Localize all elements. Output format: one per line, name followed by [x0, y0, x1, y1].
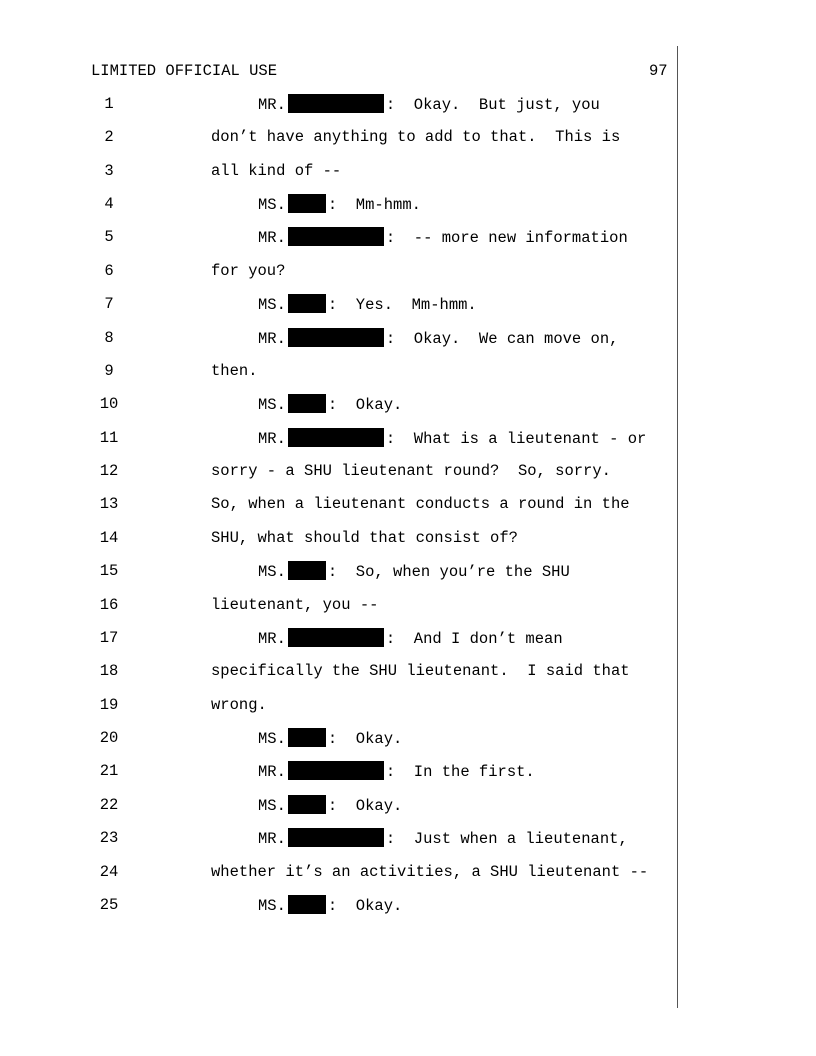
- redaction-box: [288, 194, 326, 213]
- page-number: 97: [649, 62, 668, 80]
- speaker-turn: [258, 828, 628, 849]
- line-number: 16: [99, 596, 119, 614]
- continuation-text: for you?: [211, 262, 286, 280]
- spoken-text: : What is a lieutenant - or: [385, 430, 647, 448]
- line-number: 7: [104, 295, 114, 313]
- spoken-text: : So, when you’re the SHU: [327, 563, 570, 581]
- speaker-turn: [258, 561, 570, 582]
- line-number: 20: [99, 729, 119, 747]
- speaker-turn: [258, 795, 402, 816]
- transcript-line: [0, 628, 676, 648]
- line-number: 15: [99, 562, 119, 580]
- speaker-title: MS.: [258, 563, 286, 581]
- spoken-text: : Okay. But just, you: [385, 96, 600, 114]
- speaker-turn: [258, 94, 600, 115]
- right-margin-rule: [677, 46, 678, 1008]
- spoken-text: : Yes. Mm-hmm.: [327, 296, 477, 314]
- transcript-line: [0, 227, 676, 247]
- transcript-line: [0, 461, 676, 481]
- redaction-box: [288, 294, 326, 313]
- spoken-text: : -- more new information: [385, 229, 628, 247]
- spoken-text: : Okay.: [327, 730, 403, 748]
- speaker-title: MS.: [258, 897, 286, 915]
- continuation-text: don’t have anything to add to that. This is: [211, 128, 621, 146]
- spoken-text: : And I don’t mean: [385, 630, 563, 648]
- transcript-line: [0, 695, 676, 715]
- line-number: 3: [104, 162, 114, 180]
- line-number: 2: [104, 128, 114, 146]
- spoken-text: : Okay.: [327, 897, 403, 915]
- speaker-turn: [258, 728, 402, 749]
- transcript-line: [0, 561, 676, 581]
- transcript-line: [0, 428, 676, 448]
- line-number: 5: [104, 228, 114, 246]
- redaction-box: [288, 795, 326, 814]
- line-number: 10: [99, 395, 119, 413]
- redaction-box: [288, 828, 384, 847]
- transcript-line: [0, 394, 676, 414]
- speaker-title: MR.: [258, 96, 286, 114]
- continuation-text: lieutenant, you --: [211, 596, 379, 614]
- transcript-line: [0, 862, 676, 882]
- continuation-text: So, when a lieutenant conducts a round in the: [211, 495, 630, 513]
- transcript-line: [0, 294, 676, 314]
- speaker-turn: [258, 628, 563, 649]
- redaction-box: [288, 394, 326, 413]
- redaction-box: [288, 328, 384, 347]
- redaction-box: [288, 728, 326, 747]
- transcript-line: [0, 127, 676, 147]
- line-number: 21: [99, 762, 119, 780]
- line-number: 4: [104, 195, 114, 213]
- speaker-title: MR.: [258, 430, 286, 448]
- speaker-turn: [258, 761, 535, 782]
- line-number: 22: [99, 796, 119, 814]
- transcript-line: [0, 194, 676, 214]
- continuation-text: sorry - a SHU lieutenant round? So, sorry.: [211, 462, 611, 480]
- speaker-turn: [258, 428, 646, 449]
- line-number: 1: [104, 95, 114, 113]
- transcript-line: [0, 895, 676, 915]
- line-number: 23: [99, 829, 119, 847]
- continuation-text: SHU, what should that consist of?: [211, 529, 518, 547]
- spoken-text: : Okay.: [327, 797, 403, 815]
- transcript-line: [0, 494, 676, 514]
- transcript-line: [0, 361, 676, 381]
- transcript-line: [0, 795, 676, 815]
- speaker-turn: [258, 294, 477, 315]
- transcript-line: [0, 94, 676, 114]
- speaker-title: MR.: [258, 229, 286, 247]
- redaction-box: [288, 895, 326, 914]
- transcript-line: [0, 528, 676, 548]
- line-number: 24: [99, 863, 119, 881]
- transcript-line: [0, 728, 676, 748]
- line-number: 19: [99, 696, 119, 714]
- transcript-line: [0, 761, 676, 781]
- speaker-title: MR.: [258, 830, 286, 848]
- redaction-box: [288, 628, 384, 647]
- line-number: 12: [99, 462, 119, 480]
- speaker-title: MS.: [258, 196, 286, 214]
- speaker-turn: [258, 895, 402, 916]
- line-number: 18: [99, 662, 119, 680]
- speaker-turn: [258, 194, 421, 215]
- transcript-line: [0, 595, 676, 615]
- spoken-text: : Okay. We can move on,: [385, 330, 619, 348]
- redaction-box: [288, 428, 384, 447]
- speaker-turn: [258, 328, 618, 349]
- line-number: 13: [99, 495, 119, 513]
- line-number: 17: [99, 629, 119, 647]
- line-number: 9: [104, 362, 114, 380]
- transcript-line: [0, 828, 676, 848]
- continuation-text: wrong.: [211, 696, 267, 714]
- speaker-title: MS.: [258, 730, 286, 748]
- continuation-text: all kind of --: [211, 162, 342, 180]
- spoken-text: : Okay.: [327, 396, 403, 414]
- transcript-line: [0, 261, 676, 281]
- line-number: 25: [99, 896, 119, 914]
- continuation-text: then.: [211, 362, 258, 380]
- speaker-turn: [258, 227, 628, 248]
- spoken-text: : In the first.: [385, 763, 535, 781]
- line-number: 8: [104, 329, 114, 347]
- redaction-box: [288, 227, 384, 246]
- redaction-box: [288, 94, 384, 113]
- speaker-turn: [258, 394, 402, 415]
- continuation-text: specifically the SHU lieutenant. I said that: [211, 662, 630, 680]
- speaker-title: MR.: [258, 763, 286, 781]
- speaker-title: MR.: [258, 330, 286, 348]
- transcript-line: [0, 328, 676, 348]
- speaker-title: MS.: [258, 396, 286, 414]
- redaction-box: [288, 761, 384, 780]
- speaker-title: MS.: [258, 296, 286, 314]
- speaker-title: MS.: [258, 797, 286, 815]
- spoken-text: : Just when a lieutenant,: [385, 830, 628, 848]
- line-number: 14: [99, 529, 119, 547]
- spoken-text: : Mm-hmm.: [327, 196, 421, 214]
- line-number: 6: [104, 262, 114, 280]
- speaker-title: MR.: [258, 630, 286, 648]
- classification-header: LIMITED OFFICIAL USE: [91, 62, 278, 80]
- line-number: 11: [99, 429, 119, 447]
- transcript-line: [0, 661, 676, 681]
- continuation-text: whether it’s an activities, a SHU lieutenant --: [211, 863, 649, 881]
- transcript-line: [0, 161, 676, 181]
- redaction-box: [288, 561, 326, 580]
